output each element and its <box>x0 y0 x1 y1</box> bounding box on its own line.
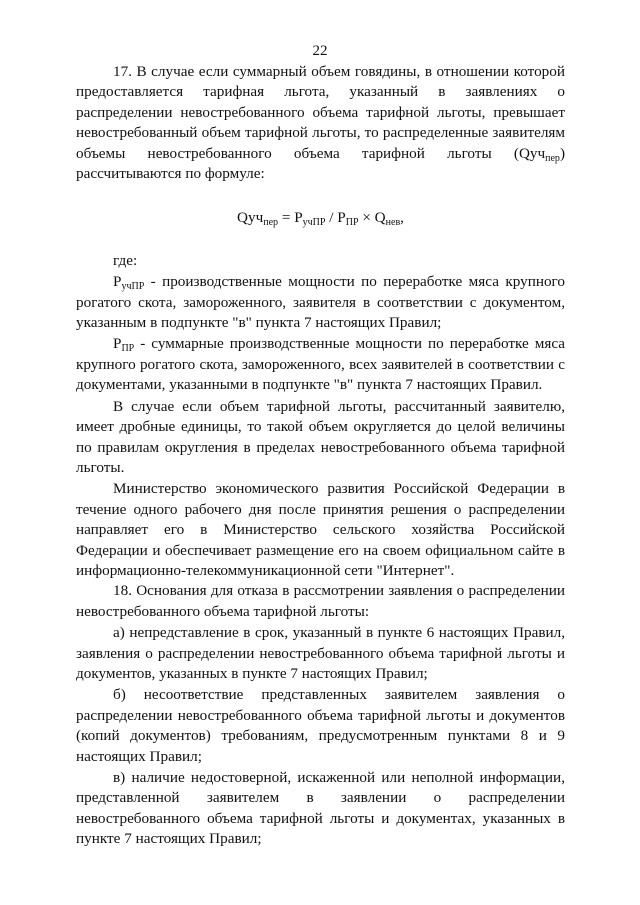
page-number: 22 <box>312 43 328 59</box>
paragraph-17: 17. В случае если суммарный объем говядины, в отношении которой предоставляется тарифная льгота, указанный в заявлениях о распределении невостребованного объема тарифной льготы, превышает невостребованный объем тарифной льготы, то распределенные заявителям объемы невостребованного объема тарифной льготы (Qуч$_{пер}$) рассчитываются по формуле: <box>76 63 565 183</box>
item-b: б) несоответствие представленных заявителем заявления о распределении невостребованного объема тарифной льготы и документов (копий документов) требованиям, предусмотренным пунктами 8 и 9 настоящих Правил; <box>76 686 565 765</box>
item-a: а) непредставление в срок, указанный в пункте 6 настоящих Правил, заявления о распределении невостребованного объема тарифной льготы и документов, указанных в пункте 7 настоящих Правил; <box>76 624 565 682</box>
paragraph-ministry: Министерство экономического развития Российской Федерации в течение одного рабочего дня после принятия решения о распределении направляет его в Министерство сельского хозяйства Российской Федерации и обеспечивает размещение его на своем официальном сайте в информационно-телекоммуникационной сети "Интернет". <box>76 480 565 579</box>
document-body <box>76 62 565 850</box>
item-v: в) наличие недостоверной, искаженной или неполной информации, представленной заявителем в заявлении о распределении невостребованного объема тарифной льготы и документах, указанных в пункте 7 настоящих Правил; <box>76 769 565 848</box>
formula: $Qуч_{пер} = P_{учПР} / P_{ПР} \times Q_{нев}$, <box>237 209 404 229</box>
definition-p-pr: $P_{ПР}$ - суммарные производственные мощности по переработке мяса крупного рогатого скота, замороженного, всех заявителей в соответствии с документами, указанными в подпункте "в" пункта 7 настоящих Правил. <box>76 335 565 394</box>
definition-p-uchpr: $P_{учПР}$ - производственные мощности по переработке мяса крупного рогатого скота, замороженного, заявителя в соответствии с документом, указанным в подпункте "в" пункта 7 настоящих Правил; <box>76 273 565 332</box>
where-label: где: <box>113 251 138 269</box>
paragraph-rounding: В случае если объем тарифной льготы, рассчитанный заявителю, имеет дробные единицы, то такой объем округляется до целой величины по правилам округления в пределах невостребованного объема тарифной льготы. <box>76 397 565 476</box>
paragraph-18: 18. Основания для отказа в рассмотрении заявления о распределении невостребованного объема тарифной льготы: <box>76 582 565 620</box>
